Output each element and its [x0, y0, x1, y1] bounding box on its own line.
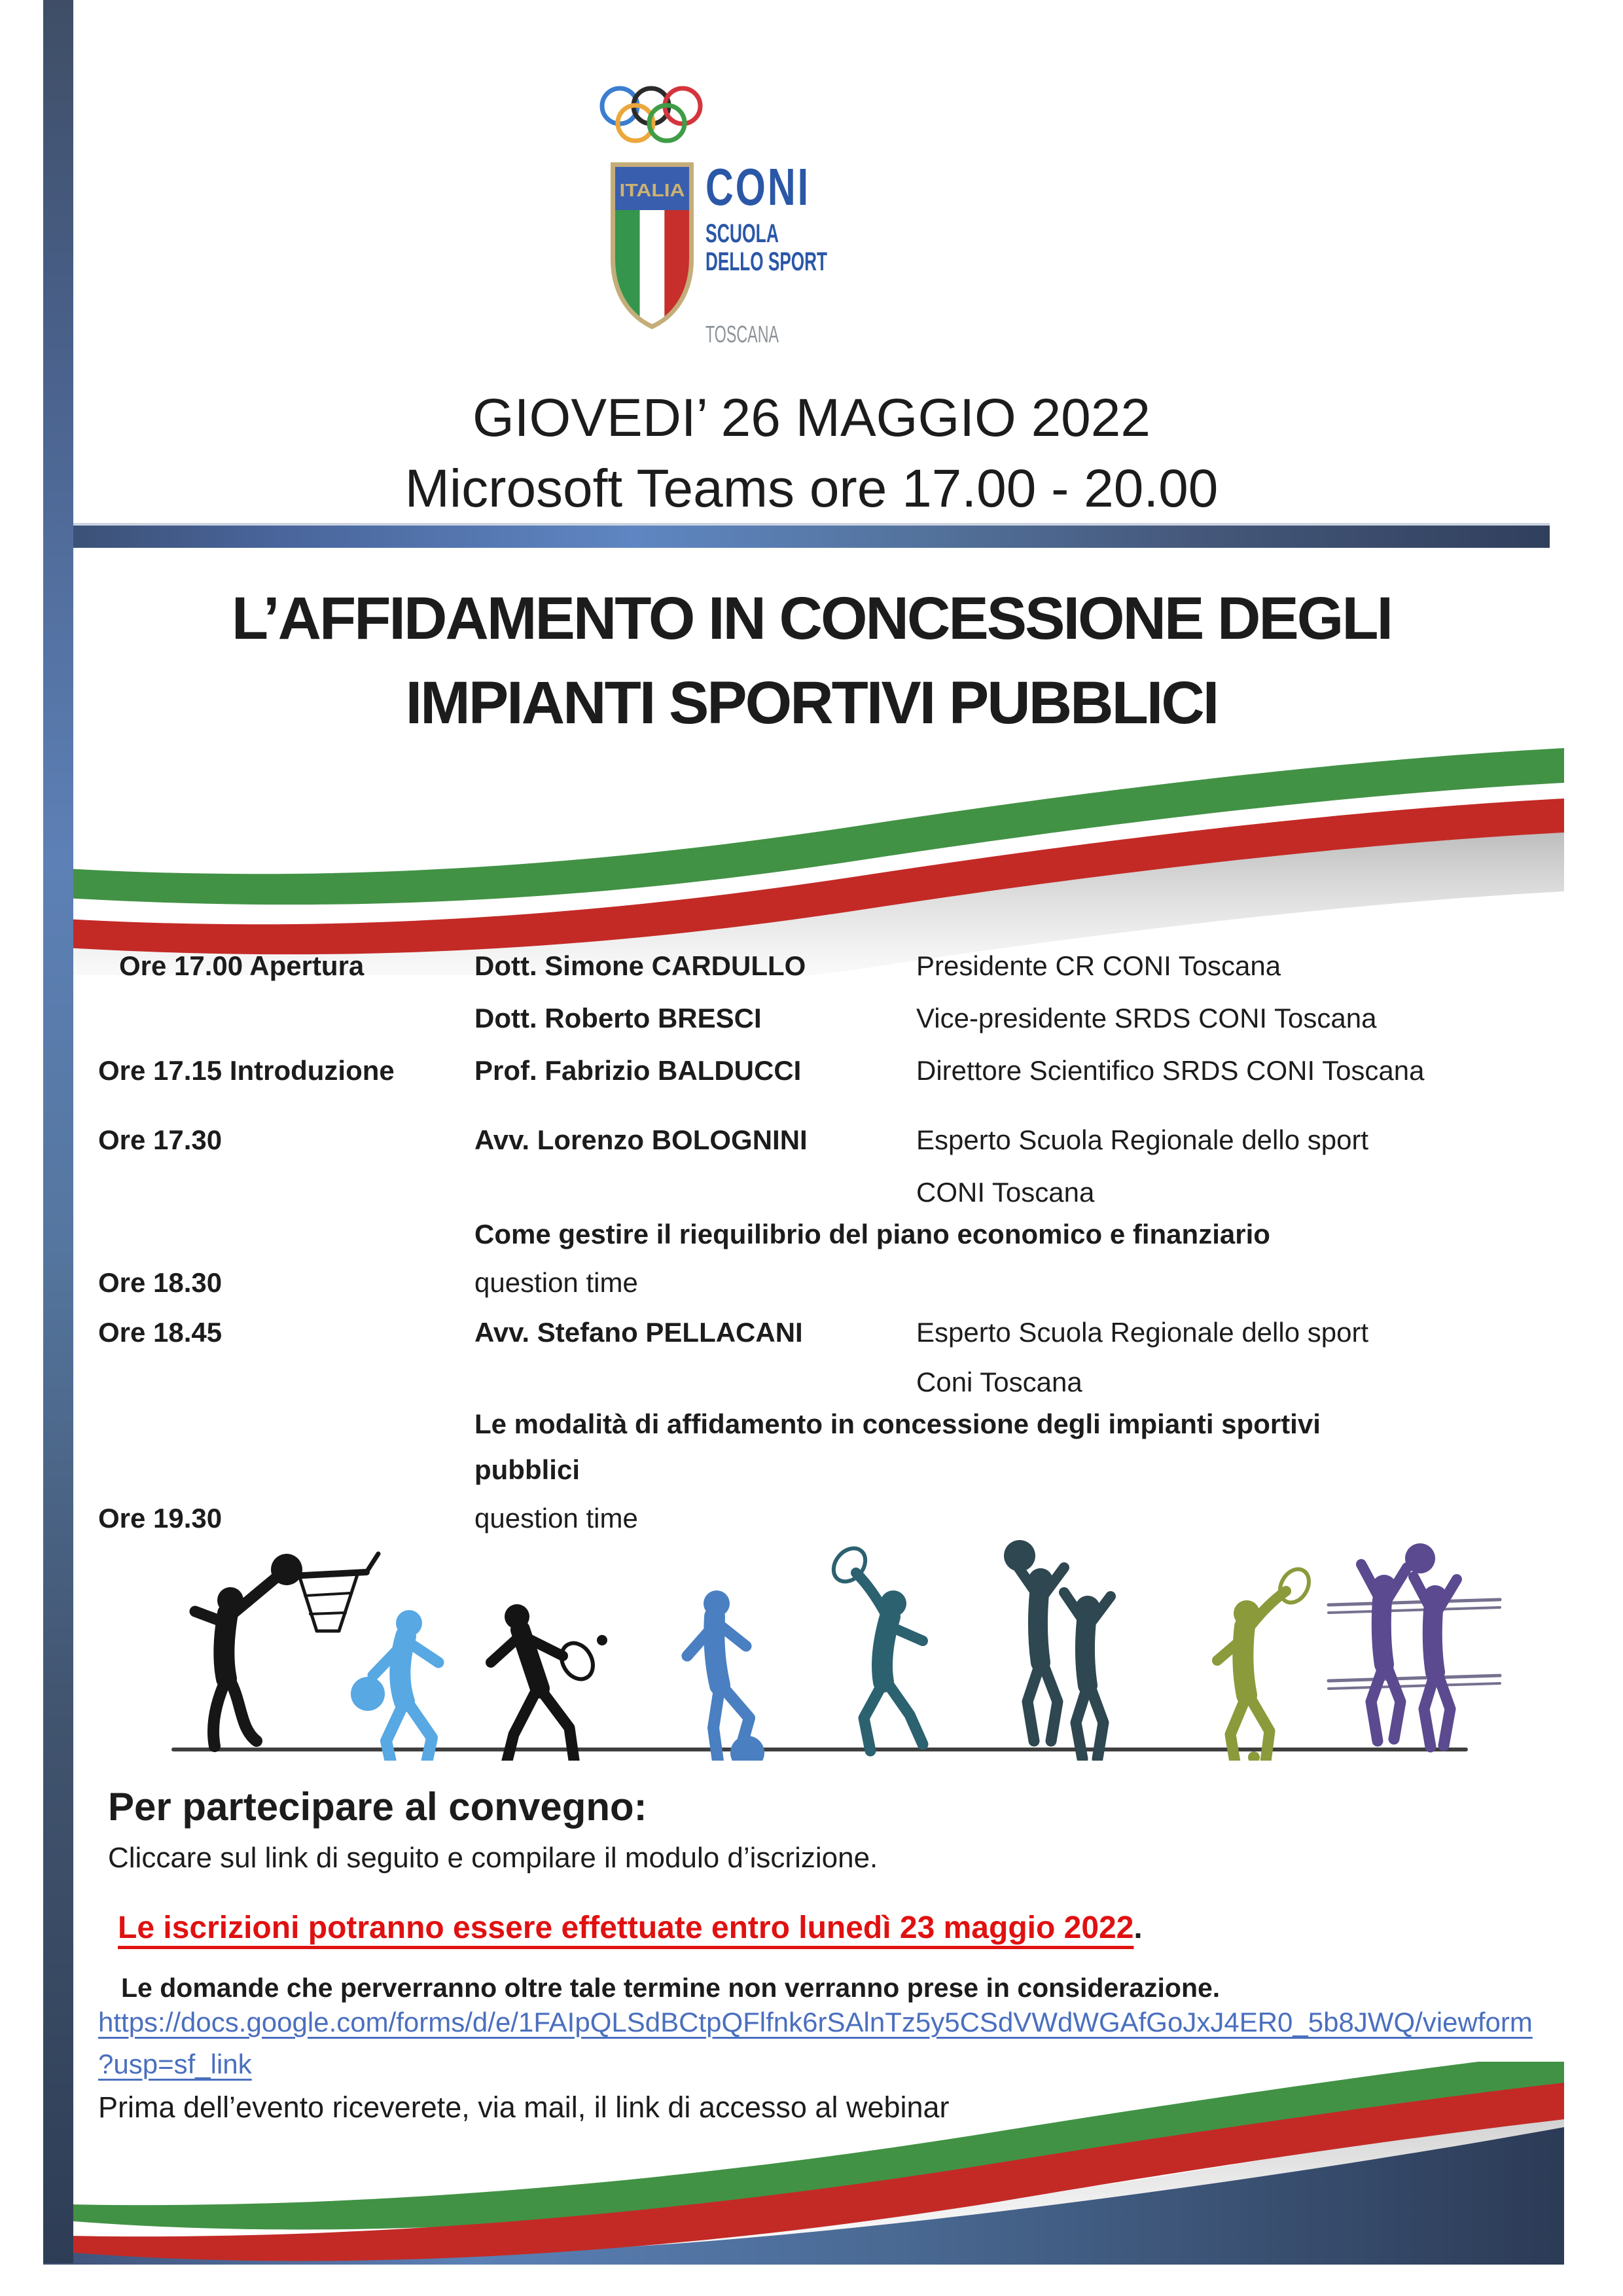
- registration-deadline-text: Le iscrizioni potranno essere effettuate entro lunedì 23 maggio 2022: [118, 1910, 1134, 1945]
- event-title-line1: L’AFFIDAMENTO IN CONCESSIONE DEGLI: [231, 585, 1392, 652]
- italia-shield-icon: [611, 162, 694, 329]
- speaker-role-line2: Coni Toscana: [916, 1367, 1082, 1397]
- speaker-name: Dott. Simone CARDULLO: [474, 950, 806, 981]
- event-platform: Microsoft Teams ore 17.00 - 20.00: [404, 459, 1219, 518]
- schedule-activity: question time: [474, 1267, 638, 1298]
- basketball-hoop-icon: [291, 1554, 378, 1631]
- registration-form-link[interactable]: [98, 2001, 1533, 2085]
- registration-form-link-line1[interactable]: https://docs.google.com/forms/d/e/1FAIpQLSdBCtpQFlfnk6rSAlnTz5y5CSdVWdWGAfGoJxJ4ER0_5b8JWQ/viewform: [98, 2007, 1533, 2037]
- tricolor-wave-middle: [43, 740, 1564, 975]
- participation-instruction: Cliccare sul link di seguito e compilare il modulo d’iscrizione.: [108, 1842, 878, 1874]
- speaker-role: Presidente CR CONI Toscana: [916, 950, 1281, 981]
- speaker-role: Vice-presidente SRDS CONI Toscana: [916, 1003, 1377, 1033]
- schedule-time: Ore 17.30: [98, 1124, 223, 1155]
- speaker-name: Avv. Stefano PELLACANI: [474, 1317, 803, 1348]
- left-accent-bar: [43, 0, 73, 2263]
- webinar-access-note: Prima dell’evento riceverete, via mail, il link di accesso al webinar: [98, 2090, 950, 2124]
- talk-topic-line1: Le modalità di affidamento in concessione degli impianti sportivi: [474, 1408, 1321, 1439]
- speaker-role: Direttore Scientifico SRDS CONI Toscana: [916, 1055, 1425, 1086]
- sports-silhouettes-banner: [151, 1532, 1505, 1761]
- athlete-soccer-kick: [687, 1590, 764, 1761]
- registration-deadline-period: .: [1133, 1910, 1143, 1945]
- shield-italia-label: ITALIA: [619, 180, 685, 200]
- coni-logo: [589, 72, 955, 380]
- talk-topic-line2: pubblici: [474, 1454, 580, 1485]
- volleyball-net-icon: [1329, 1600, 1500, 1689]
- speaker-role: Esperto Scuola Regionale dello sport: [916, 1124, 1369, 1155]
- registration-deadline: [118, 1910, 1143, 1946]
- schedule-time: Ore 17.00 Apertura: [119, 950, 365, 981]
- schedule-activity: question time: [474, 1503, 638, 1534]
- logo-school-line2: DELLO SPORT: [705, 247, 827, 276]
- talk-topic: Come gestire il riequilibrio del piano economico e finanziario: [474, 1219, 1270, 1249]
- speaker-name: Dott. Roberto BRESCI: [474, 1003, 762, 1033]
- schedule-time: Ore 18.45: [98, 1317, 223, 1348]
- event-title-line2: IMPIANTI SPORTIVI PUBBLICI: [405, 670, 1218, 736]
- schedule-time: Ore 17.15 Introduzione: [98, 1055, 395, 1086]
- olympic-rings-icon: [602, 88, 700, 141]
- speaker-role-line2: CONI Toscana: [916, 1177, 1095, 1208]
- late-registration-warning: Le domande che perverranno oltre tale termine non verranno prese in considerazione.: [121, 1973, 1221, 2003]
- logo-region: TOSCANA: [705, 321, 779, 348]
- registration-form-link-line2[interactable]: ?usp=sf_link: [98, 2049, 252, 2079]
- event-date: GIOVEDI’ 26 MAGGIO 2022: [472, 388, 1150, 448]
- athlete-volleyball-spike: [1004, 1540, 1111, 1759]
- athlete-tennis-lunge: [491, 1604, 607, 1761]
- schedule-time: Ore 18.30: [98, 1267, 223, 1298]
- logo-org-name: CONI: [705, 158, 810, 216]
- top-accent-bar: [73, 523, 1550, 548]
- athlete-tennis-serve: [827, 1542, 923, 1751]
- logo-school-line1: SCUOLA: [705, 219, 779, 248]
- speaker-name: Prof. Fabrizio BALDUCCI: [474, 1055, 802, 1086]
- schedule-time: Ore 19.30: [98, 1503, 223, 1534]
- speaker-role: Esperto Scuola Regionale dello sport: [916, 1317, 1369, 1348]
- athlete-volleyball-block: [1361, 1543, 1457, 1747]
- athlete-basketball-dunk: [195, 1554, 302, 1746]
- participation-heading: Per partecipare al convegno:: [108, 1785, 647, 1829]
- athlete-tennis-forehand: [1217, 1564, 1315, 1761]
- athlete-basketball-dribble: [351, 1610, 438, 1761]
- speaker-name: Avv. Lorenzo BOLOGNINI: [474, 1124, 808, 1155]
